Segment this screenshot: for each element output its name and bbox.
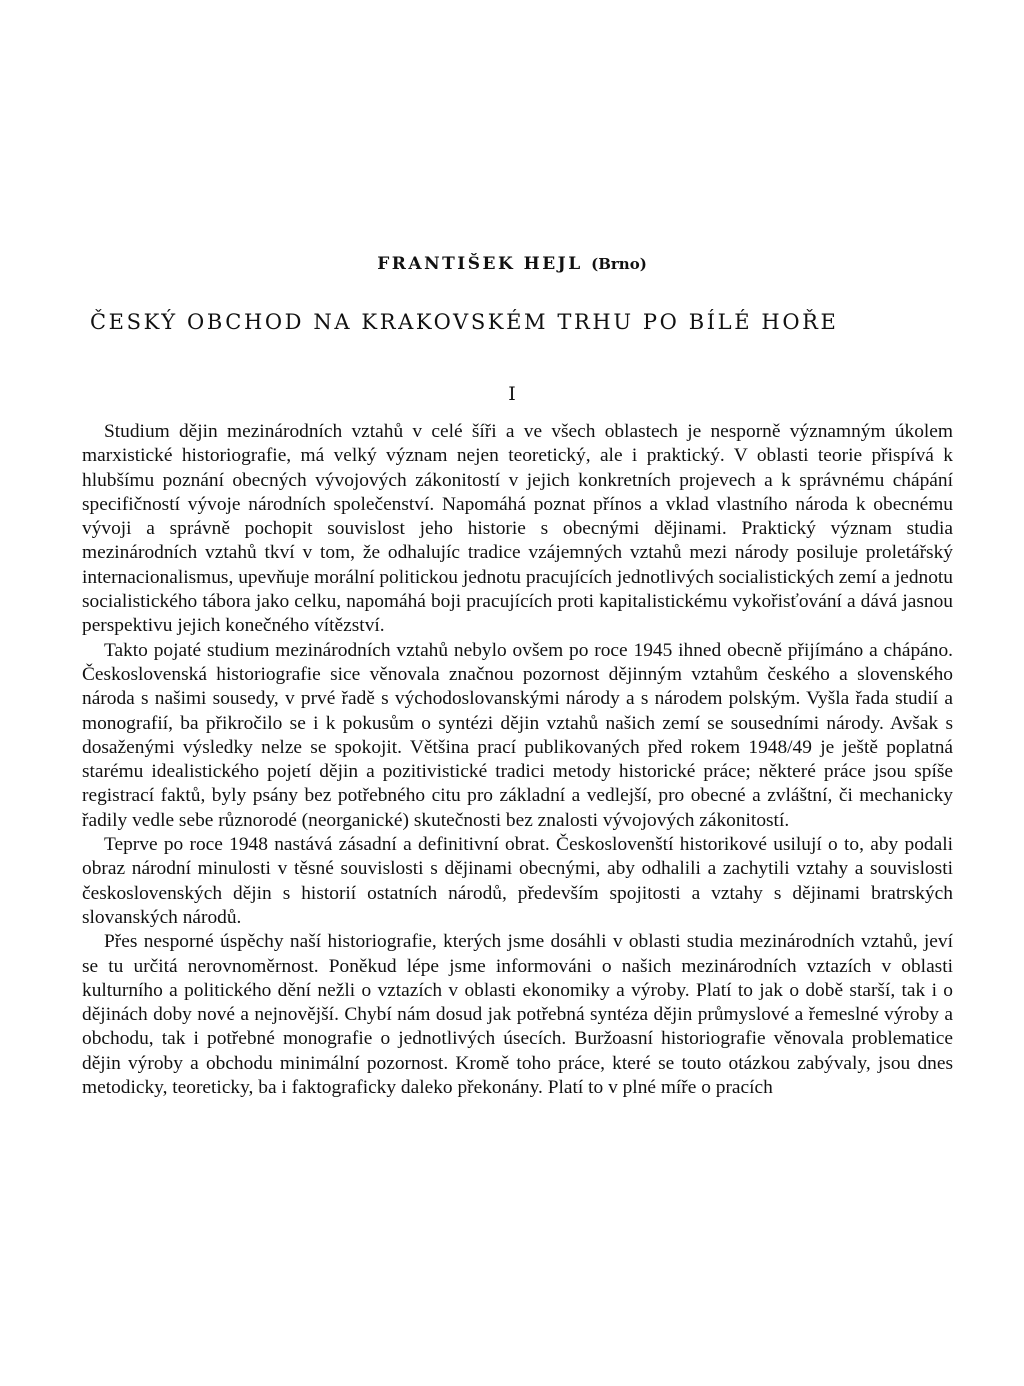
paragraph-1: Studium dějin mezinárodních vztahů v celé šíři a ve všech oblastech je nesporně významným úkolem marxistické historiografie, má velký význam nejen teoretický, ale i praktický. V oblasti teorie přispívá k hlubšímu poznání obecných vývojových zákonitostí v jejich konkretních projevech a k správnému chápání specifičností vývoje národních společenství. Napomáhá poznat přínos a vklad vlastního národa k obecnému vývoji a správně pochopit souvislost jeho historie s obecnými dějinami. Praktický význam studia mezinárodních vztahů tkví v tom, že odhalujíc tradice vzájemných vztahů mezi národy posiluje proletářský internacionalismus, upevňuje morální politickou jednotu pracujících jednotlivých socialistických zemí a jednotu socialistického tábora jako celku, napomáhá boji pracujících proti kapitalistickému vykořisťování a dává jasnou perspektivu jejich konečného vítězství. xyxy=(82,421,953,637)
article-body xyxy=(82,420,953,1100)
article-title: ČESKÝ OBCHOD NA KRAKOVSKÉM TRHU PO BÍLÉ HOŘE xyxy=(90,310,839,334)
author-place: (Brno) xyxy=(591,255,647,273)
paragraph-2: Takto pojaté studium mezinárodních vztahů nebylo ovšem po roce 1945 ihned obecně přijímáno a chápáno. Československá historiografie sice věnovala značnou pozornost dějinným vztahům českého a slovenského národa s našimi sousedy, v prvé řadě s východoslovanskými národy a s národem polským. Vyšla řada studií a monografií, ba přikročilo se i k pokusům o syntézi dějin vztahů našich zemí se sousedními národy. Avšak s dosaženými výsledky nelze se spokojit. Většina prací publikovaných před rokem 1948/49 je ještě poplatná starému idealistického pojetí dějin a pozitivistické tradici metody historické práce; některé práce jsou spíše registrací faktů, byly psány bez potřebného citu pro základní a vedlejší, pro obecné a zvláštní, či mechanicky řadily vedle sebe různorodé (neorganické) skutečnosti bez znalosti vývojových zákonitostí. xyxy=(82,639,953,831)
author-line xyxy=(0,254,1024,274)
section-number: I xyxy=(508,383,516,405)
author-name: FRANTIŠEK HEJL xyxy=(377,254,583,274)
paragraph-3: Teprve po roce 1948 nastává zásadní a definitivní obrat. Českoslovenští historikové usilují o to, aby podali obraz národní minulosti v těsné souvislosti s dějinami obecnými, aby odhalili a zachytili vztahy a souvislosti československých dějin s historií ostatních národů, především spojitosti a vztahy s dějinami bratrských slovanských národů. xyxy=(82,834,953,928)
paragraph-4: Přes nesporné úspěchy naší historiografie, kterých jsme dosáhli v oblasti studia mezinárodních vztahů, jeví se tu určitá nerovnoměrnost. Poněkud lépe jsme informováni o našich mezinárodních vztazích v oblasti kulturního a politického dění nežli o vztazích v oblasti ekonomiky a výroby. Platí to jak o době starší, tak i o dějinách doby nové a nejnovější. Chybí nám dosud jak potřebná syntéza dějin průmyslové a řemeslné výroby a obchodu, tak i potřebné monografie o jednotlivých úsecích. Buržoasní historiografie věnovala problematice dějin výroby a obchodu minimální pozornost. Kromě toho práce, které se touto otázkou zabývaly, jsou dnes metodicky, teoreticky, ba i faktograficky daleko překonány. Platí to v plné míře o pracích xyxy=(82,931,953,1099)
